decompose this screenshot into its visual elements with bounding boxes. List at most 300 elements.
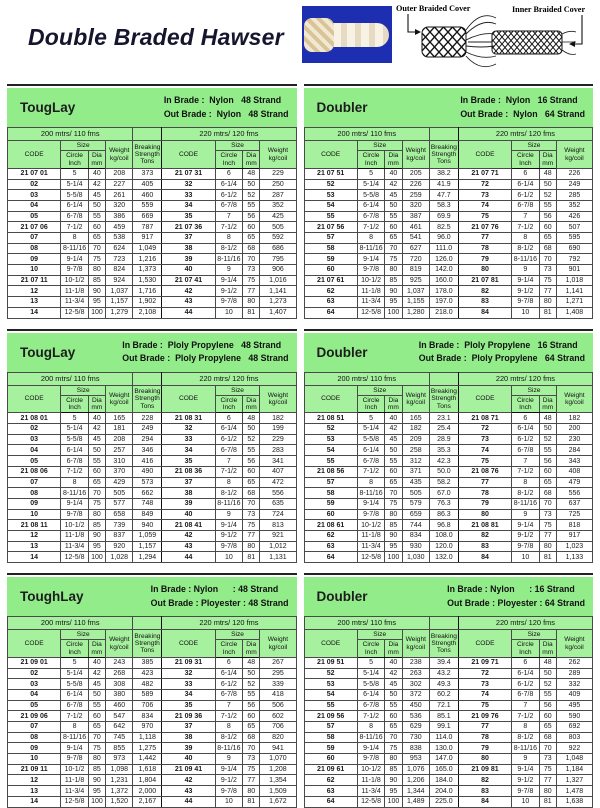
dia-mm-cell: 52 — [243, 190, 260, 201]
dia-mm-cell: 40 — [385, 657, 402, 668]
code-cell: 21 08 61 — [304, 520, 357, 531]
circle-inch-cell: 5 — [61, 168, 88, 179]
code-cell: 42 — [162, 286, 215, 297]
code-cell: 80 — [458, 265, 511, 276]
circle-inch-cell: 6-7/8 — [512, 689, 539, 700]
table-row — [8, 530, 297, 541]
blocks-grid — [0, 84, 600, 808]
dia-mm-cell: 75 — [539, 275, 556, 286]
circle-inch-cell: 7 — [512, 456, 539, 467]
code-cell: 83 — [458, 297, 511, 308]
circle-inch-cell: 9-1/4 — [215, 520, 242, 531]
breaking-strength-cell: 132.0 — [429, 552, 458, 563]
table-row — [8, 541, 297, 552]
weight-cell: 310 — [106, 456, 133, 467]
weight-cell: 263 — [402, 668, 429, 679]
dia-mm-cell: 81 — [539, 307, 556, 318]
circle-inch-cell: 10-1/2 — [357, 275, 384, 286]
weight-cell: 686 — [260, 243, 296, 254]
dia-mm-cell: 68 — [539, 488, 556, 499]
weight-cell: 629 — [402, 722, 429, 733]
dia-mm-cell: 85 — [385, 520, 402, 531]
weight-cell: 824 — [106, 265, 133, 276]
left-span-header: 200 mtrs/ 110 fms — [304, 617, 429, 630]
dia-mm-cell: 48 — [539, 168, 556, 179]
table-row — [8, 434, 297, 445]
dia-mm-cell: 60 — [243, 466, 260, 477]
circle-inch-cell: 5 — [357, 413, 384, 424]
dia-mm-cell: 48 — [243, 657, 260, 668]
weight-cell: 461 — [402, 222, 429, 233]
circle-inch-cell: 6-1/4 — [215, 424, 242, 435]
weight-cell: 243 — [106, 657, 133, 668]
breaking-strength-cell: 405 — [133, 179, 162, 190]
outer-braid-tube — [422, 27, 466, 57]
weight-cell: 1,206 — [402, 775, 429, 786]
code-cell: 43 — [162, 541, 215, 552]
code-cell: 57 — [304, 477, 357, 488]
weight-cell: 1,520 — [106, 796, 133, 807]
code-cell: 37 — [162, 477, 215, 488]
code-cell: 62 — [304, 286, 357, 297]
dia-mm-cell: 81 — [539, 796, 556, 807]
circle-inch-cell: 8 — [512, 722, 539, 733]
breaking-header: Breaking Strength Tons — [133, 630, 162, 658]
code-cell: 39 — [162, 743, 215, 754]
code-cell: 14 — [8, 552, 61, 563]
dia-mm-cell: 80 — [539, 786, 556, 797]
breaking-strength-cell: 96.0 — [429, 233, 458, 244]
code-cell: 21 07 36 — [162, 222, 215, 233]
dia-mm-cell: 95 — [88, 786, 105, 797]
dia-mm-cell: 42 — [385, 424, 402, 435]
weight-cell: 287 — [260, 190, 296, 201]
weight-cell: 372 — [402, 689, 429, 700]
weight-cell: 577 — [106, 498, 133, 509]
left-span-header: 200 mtrs/ 110 fms — [8, 617, 133, 630]
dia-mm-cell: 42 — [88, 179, 105, 190]
code-header: CODE — [162, 385, 215, 413]
dia-mm-cell: 70 — [88, 732, 105, 743]
weight-cell: 343 — [556, 456, 592, 467]
table-row — [8, 477, 297, 488]
dia-mm-cell: 65 — [88, 722, 105, 733]
circle-inch-cell: 8-1/2 — [215, 732, 242, 743]
breaking-strength-cell: 130.0 — [429, 743, 458, 754]
dia-mm-cell: 55 — [243, 445, 260, 456]
code-cell: 55 — [304, 211, 357, 222]
code-header: CODE — [8, 385, 61, 413]
code-cell: 73 — [458, 434, 511, 445]
table-row — [8, 498, 297, 509]
weight-cell: 1,184 — [556, 764, 592, 775]
breaking-strength-cell: 43.2 — [429, 668, 458, 679]
dia-mm-cell: 60 — [243, 222, 260, 233]
circle-inch-cell: 11-1/8 — [61, 530, 88, 541]
dia-mm-cell: 75 — [88, 498, 105, 509]
code-cell: 63 — [304, 297, 357, 308]
breaking-strength-cell: 160.0 — [429, 275, 458, 286]
code-cell: 58 — [304, 243, 357, 254]
table-row — [8, 786, 297, 797]
circle-inch-cell: 7-1/2 — [215, 222, 242, 233]
table-row — [8, 679, 297, 690]
dia-mm-cell: 90 — [385, 286, 402, 297]
circle-inch-cell: 9-7/8 — [215, 541, 242, 552]
circle-inch-cell: 5 — [61, 657, 88, 668]
breaking-strength-cell: 120.0 — [429, 541, 458, 552]
dia-mm-cell: 75 — [243, 275, 260, 286]
weight-cell: 250 — [260, 179, 296, 190]
code-cell: 21 09 11 — [8, 764, 61, 775]
code-header: CODE — [458, 141, 511, 169]
weight-cell: 352 — [260, 200, 296, 211]
circle-inch-cell: 6-7/8 — [61, 211, 88, 222]
dia-mm-cell: 90 — [385, 530, 402, 541]
table-row — [8, 275, 297, 286]
inner-cover-label: Inner Braided Cover — [512, 5, 586, 14]
weight-cell: 921 — [260, 530, 296, 541]
circle-inch-cell: 6-7/8 — [357, 211, 384, 222]
table-row — [8, 211, 297, 222]
breaking-strength-cell: 373 — [133, 168, 162, 179]
circle-inch-cell: 9 — [215, 265, 242, 276]
dia-mm-cell: 55 — [88, 700, 105, 711]
dia-mm-cell: 100 — [88, 796, 105, 807]
circle-inch-cell: 8 — [215, 233, 242, 244]
weight-cell: 229 — [260, 168, 296, 179]
breaking-strength-cell: 834 — [133, 711, 162, 722]
circle-inch-cell: 6-1/2 — [215, 679, 242, 690]
weight-cell: 579 — [402, 498, 429, 509]
weight-header: Weight kg/coil — [402, 385, 429, 413]
circle-inch-cell: 9-1/2 — [215, 286, 242, 297]
dia-mm-cell: 52 — [539, 679, 556, 690]
outer-cover-label: Outer Braided Cover — [396, 4, 471, 13]
spec-table — [304, 616, 594, 808]
dia-mm-header: Dia mm — [88, 395, 105, 413]
table-row — [304, 488, 593, 499]
circle-inch-cell: 6-1/2 — [215, 190, 242, 201]
dia-mm-cell: 75 — [539, 520, 556, 531]
dia-mm-cell: 73 — [539, 754, 556, 765]
weight-cell: 690 — [556, 243, 592, 254]
circle-inch-cell: 7 — [215, 700, 242, 711]
code-cell: 64 — [304, 552, 357, 563]
dia-mm-cell: 75 — [243, 764, 260, 775]
circle-inch-cell: 8-11/16 — [215, 254, 242, 265]
circle-inch-cell: 9-1/4 — [215, 275, 242, 286]
circle-inch-cell: 9-1/2 — [512, 286, 539, 297]
circle-inch-header: Circle Inch — [215, 151, 242, 169]
code-cell: 02 — [8, 668, 61, 679]
code-cell: 78 — [458, 488, 511, 499]
table-row — [304, 732, 593, 743]
braided-cover-diagram — [394, 2, 598, 82]
breaking-strength-cell: 58.3 — [429, 200, 458, 211]
dia-mm-cell: 45 — [385, 190, 402, 201]
table-row — [304, 424, 593, 435]
circle-inch-cell: 10-1/2 — [61, 275, 88, 286]
header-row-span — [8, 617, 297, 630]
weight-cell: 1,012 — [260, 541, 296, 552]
weight-cell: 724 — [260, 509, 296, 520]
weight-cell: 925 — [402, 275, 429, 286]
weight-cell: 261 — [106, 190, 133, 201]
code-cell: 39 — [162, 254, 215, 265]
span-divider — [429, 617, 458, 630]
circle-inch-cell: 9-7/8 — [61, 754, 88, 765]
circle-inch-cell: 5-1/4 — [357, 668, 384, 679]
circle-inch-cell: 9-1/2 — [215, 775, 242, 786]
left-span-header: 200 mtrs/ 110 fms — [8, 128, 133, 141]
weight-cell: 227 — [106, 179, 133, 190]
weight-cell: 1,509 — [260, 786, 296, 797]
code-cell: 04 — [8, 200, 61, 211]
table-row — [304, 786, 593, 797]
code-cell: 10 — [8, 754, 61, 765]
size-header: Size — [357, 630, 402, 640]
code-cell: 43 — [162, 297, 215, 308]
table-row — [304, 456, 593, 467]
circle-inch-cell: 8 — [215, 722, 242, 733]
span-divider — [429, 128, 458, 141]
weight-cell: 380 — [106, 689, 133, 700]
product-name: TougLay — [20, 344, 76, 360]
table-row — [8, 456, 297, 467]
circle-inch-cell: 9-1/4 — [61, 498, 88, 509]
dia-mm-cell: 40 — [88, 657, 105, 668]
code-cell: 35 — [162, 456, 215, 467]
weight-header: Weight kg/coil — [556, 630, 592, 658]
dia-mm-cell: 80 — [88, 509, 105, 520]
dia-mm-cell: 85 — [88, 520, 105, 531]
breaking-strength-cell: 385 — [133, 657, 162, 668]
weight-cell: 259 — [402, 190, 429, 201]
weight-header: Weight kg/coil — [260, 385, 296, 413]
circle-inch-cell: 8-11/16 — [61, 732, 88, 743]
breaking-strength-cell: 184.0 — [429, 775, 458, 786]
circle-inch-cell: 9-1/4 — [512, 764, 539, 775]
weight-cell: 1,141 — [260, 286, 296, 297]
circle-inch-cell: 8-11/16 — [61, 243, 88, 254]
code-cell: 33 — [162, 434, 215, 445]
dia-mm-cell: 60 — [243, 711, 260, 722]
circle-inch-cell: 9-7/8 — [512, 297, 539, 308]
table-row — [8, 722, 297, 733]
circle-inch-cell: 11-1/8 — [357, 775, 384, 786]
breaking-strength-cell: 23.1 — [429, 413, 458, 424]
weight-cell: 658 — [106, 509, 133, 520]
weight-cell: 200 — [556, 424, 592, 435]
table-row — [304, 743, 593, 754]
product-block — [304, 573, 594, 808]
right-span-header: 220 mtrs/ 120 fms — [458, 128, 592, 141]
dia-mm-cell: 52 — [243, 434, 260, 445]
weight-cell: 1,133 — [556, 552, 592, 563]
breaking-strength-cell: 416 — [133, 456, 162, 467]
code-cell: 38 — [162, 243, 215, 254]
circle-inch-cell: 6-7/8 — [357, 456, 384, 467]
table-row — [304, 764, 593, 775]
dia-mm-cell: 50 — [88, 689, 105, 700]
dia-mm-cell: 40 — [88, 168, 105, 179]
breaking-strength-cell: 346 — [133, 445, 162, 456]
header-row-main — [8, 385, 297, 395]
product-header-band — [304, 88, 594, 127]
dia-mm-cell: 90 — [385, 775, 402, 786]
circle-inch-header: Circle Inch — [357, 395, 384, 413]
code-cell: 03 — [8, 190, 61, 201]
code-cell: 44 — [162, 552, 215, 563]
weight-cell: 495 — [556, 700, 592, 711]
circle-inch-cell: 10 — [512, 796, 539, 807]
breaking-strength-cell: 38.2 — [429, 168, 458, 179]
left-span-header: 200 mtrs/ 110 fms — [8, 372, 133, 385]
circle-inch-cell: 8 — [61, 233, 88, 244]
circle-inch-cell: 9-1/4 — [61, 743, 88, 754]
dia-mm-cell: 70 — [243, 254, 260, 265]
dia-mm-header: Dia mm — [539, 395, 556, 413]
circle-inch-cell: 9-1/4 — [357, 498, 384, 509]
breaking-header: Breaking Strength Tons — [133, 385, 162, 413]
dia-mm-cell: 56 — [243, 700, 260, 711]
dia-mm-cell: 70 — [88, 488, 105, 499]
weight-cell: 1,638 — [556, 796, 592, 807]
table-row — [8, 775, 297, 786]
weight-cell: 332 — [556, 679, 592, 690]
breaking-strength-cell: 1,275 — [133, 743, 162, 754]
product-header-band — [7, 88, 297, 127]
dia-mm-cell: 75 — [385, 498, 402, 509]
breaking-header: Breaking Strength Tons — [429, 385, 458, 413]
table-row — [304, 275, 593, 286]
code-cell: 21 07 01 — [8, 168, 61, 179]
breaking-strength-cell: 748 — [133, 498, 162, 509]
circle-inch-cell: 6-7/8 — [512, 200, 539, 211]
circle-inch-cell: 10 — [215, 796, 242, 807]
weight-cell: 635 — [260, 498, 296, 509]
breaking-strength-cell: 1,716 — [133, 286, 162, 297]
weight-cell: 556 — [556, 488, 592, 499]
circle-inch-cell: 7-1/2 — [357, 466, 384, 477]
circle-inch-cell: 6-7/8 — [357, 700, 384, 711]
circle-inch-cell: 6 — [215, 168, 242, 179]
spec-table — [7, 372, 297, 564]
table-row — [8, 466, 297, 477]
weight-cell: 1,273 — [260, 297, 296, 308]
dia-mm-cell: 65 — [88, 477, 105, 488]
weight-cell: 472 — [260, 477, 296, 488]
breaking-strength-cell: 1,902 — [133, 297, 162, 308]
circle-inch-cell: 6-1/4 — [512, 424, 539, 435]
circle-inch-cell: 6 — [215, 657, 242, 668]
dia-mm-cell: 50 — [88, 445, 105, 456]
dia-mm-cell: 100 — [385, 796, 402, 807]
circle-inch-cell: 9-7/8 — [512, 541, 539, 552]
weight-cell: 460 — [106, 700, 133, 711]
outer-label-arrow — [408, 14, 421, 35]
dia-mm-cell: 56 — [539, 700, 556, 711]
weight-cell: 1,076 — [402, 764, 429, 775]
weight-cell: 541 — [402, 233, 429, 244]
header-row-span — [304, 372, 593, 385]
breaking-strength-cell: 147.0 — [429, 754, 458, 765]
dia-mm-cell: 85 — [88, 764, 105, 775]
code-cell: 33 — [162, 190, 215, 201]
dia-mm-cell: 68 — [243, 243, 260, 254]
code-cell: 07 — [8, 722, 61, 733]
size-header: Size — [357, 141, 402, 151]
breaking-strength-cell: 69.9 — [429, 211, 458, 222]
code-cell: 77 — [458, 722, 511, 733]
circle-inch-header: Circle Inch — [512, 640, 539, 658]
table-row — [304, 657, 593, 668]
dia-mm-cell: 90 — [88, 530, 105, 541]
dia-mm-header: Dia mm — [385, 640, 402, 658]
weight-cell: 1,279 — [106, 307, 133, 318]
circle-inch-cell: 5-1/4 — [61, 668, 88, 679]
weight-cell: 505 — [402, 488, 429, 499]
code-cell: 35 — [162, 700, 215, 711]
breaking-strength-cell: 42.3 — [429, 456, 458, 467]
weight-header: Weight kg/coil — [106, 385, 133, 413]
in-brade-line: In Brade : Ploly Propylene 48 Strand — [122, 339, 282, 350]
circle-inch-cell: 12-5/8 — [357, 796, 384, 807]
circle-inch-cell: 6-7/8 — [215, 689, 242, 700]
dia-mm-cell: 77 — [243, 286, 260, 297]
weight-cell: 1,131 — [260, 552, 296, 563]
circle-inch-header: Circle Inch — [61, 395, 88, 413]
table-row — [8, 552, 297, 563]
breaking-strength-cell: 178.0 — [429, 286, 458, 297]
weight-cell: 624 — [106, 243, 133, 254]
circle-inch-cell: 11-1/8 — [357, 286, 384, 297]
circle-inch-cell: 7-1/2 — [61, 222, 88, 233]
table-row — [8, 668, 297, 679]
code-cell: 40 — [162, 754, 215, 765]
breaking-strength-cell: 787 — [133, 222, 162, 233]
code-cell: 21 09 51 — [304, 657, 357, 668]
circle-inch-cell: 8 — [512, 477, 539, 488]
weight-cell: 1,016 — [260, 275, 296, 286]
size-header: Size — [512, 385, 557, 395]
circle-inch-cell: 8-11/16 — [357, 488, 384, 499]
weight-cell: 720 — [402, 254, 429, 265]
breaking-strength-cell: 218.0 — [429, 307, 458, 318]
circle-inch-cell: 8-11/16 — [357, 732, 384, 743]
weight-cell: 199 — [260, 424, 296, 435]
code-cell: 74 — [458, 200, 511, 211]
weight-cell: 1,157 — [106, 297, 133, 308]
in-brade-line: In Brade : Ploly Propylene 16 Strand — [418, 339, 578, 350]
weight-cell: 536 — [402, 711, 429, 722]
code-cell: 21 08 36 — [162, 466, 215, 477]
circle-inch-cell: 7-1/2 — [61, 466, 88, 477]
weight-cell: 744 — [402, 520, 429, 531]
code-cell: 78 — [458, 243, 511, 254]
code-cell: 54 — [304, 445, 357, 456]
breaking-strength-cell: 39.4 — [429, 657, 458, 668]
circle-inch-cell: 12-5/8 — [61, 552, 88, 563]
code-cell: 21 08 06 — [8, 466, 61, 477]
circle-inch-header: Circle Inch — [357, 640, 384, 658]
weight-cell: 818 — [556, 520, 592, 531]
dia-mm-header: Dia mm — [88, 640, 105, 658]
circle-inch-cell: 8 — [61, 722, 88, 733]
code-cell: 37 — [162, 233, 215, 244]
code-cell: 13 — [8, 297, 61, 308]
